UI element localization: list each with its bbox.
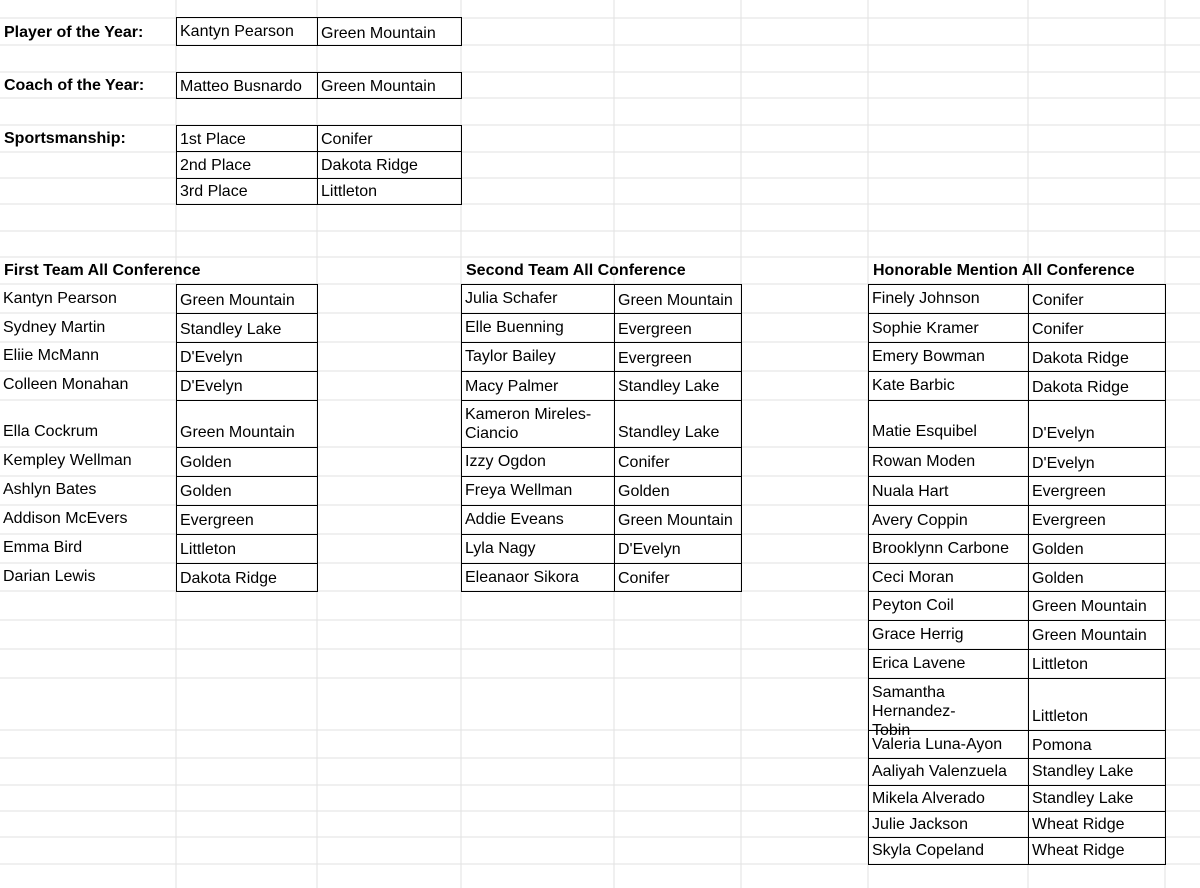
honorable-school[interactable]: D'Evelyn bbox=[1028, 400, 1166, 448]
first-team-name[interactable]: Addison McEvers bbox=[3, 510, 128, 527]
honorable-school[interactable]: Golden bbox=[1028, 563, 1166, 592]
honorable-school[interactable]: Green Mountain bbox=[1028, 591, 1166, 621]
honorable-school[interactable]: Pomona bbox=[1028, 730, 1166, 759]
honorable-name[interactable]: Aaliyah Valenzuela bbox=[868, 758, 1029, 786]
second-team-name[interactable]: Kameron Mireles-Ciancio bbox=[461, 400, 615, 448]
honorable-name[interactable]: Ceci Moran bbox=[868, 563, 1029, 592]
first-team-name[interactable]: Ella Cockrum bbox=[3, 423, 99, 440]
honorable-name[interactable]: Kate Barbic bbox=[868, 371, 1029, 401]
second-team-name[interactable]: Izzy Ogdon bbox=[461, 447, 615, 477]
first-team-name[interactable]: Emma Bird bbox=[3, 539, 83, 556]
honorable-name[interactable]: Samantha Hernandez-Tobin bbox=[868, 678, 1029, 731]
second-team-school[interactable]: Conifer bbox=[614, 563, 742, 592]
honorable-name[interactable]: Rowan Moden bbox=[868, 447, 1029, 477]
honorable-school[interactable]: Dakota Ridge bbox=[1028, 371, 1166, 401]
first-team-school[interactable]: Standley Lake bbox=[176, 313, 318, 343]
second-team-school[interactable]: Golden bbox=[614, 476, 742, 506]
first-team-name[interactable]: Darian Lewis bbox=[3, 568, 96, 585]
honorable-name[interactable]: Valeria Luna-Ayon bbox=[868, 730, 1029, 759]
player-of-year-label: Player of the Year: bbox=[4, 24, 144, 41]
first-team-name[interactable]: Colleen Monahan bbox=[3, 376, 129, 393]
first-team-school[interactable]: Evergreen bbox=[176, 505, 318, 535]
sportsmanship-team-cell[interactable]: Conifer bbox=[317, 125, 462, 152]
second-team-name[interactable]: Addie Eveans bbox=[461, 505, 615, 535]
honorable-name[interactable]: Sophie Kramer bbox=[868, 313, 1029, 343]
player-team-cell[interactable]: Green Mountain bbox=[317, 17, 462, 46]
first-team-school[interactable]: Golden bbox=[176, 476, 318, 506]
honorable-name[interactable]: Peyton Coil bbox=[868, 591, 1029, 621]
honorable-name[interactable]: Grace Herrig bbox=[868, 620, 1029, 650]
player-name-cell[interactable]: Kantyn Pearson bbox=[176, 17, 318, 46]
second-team-school[interactable]: Green Mountain bbox=[614, 505, 742, 535]
first-team-name[interactable]: Ashlyn Bates bbox=[3, 481, 97, 498]
first-team-school[interactable]: Green Mountain bbox=[176, 284, 318, 314]
second-team-name[interactable]: Taylor Bailey bbox=[461, 342, 615, 372]
first-team-name[interactable]: Kantyn Pearson bbox=[3, 290, 117, 307]
sportsmanship-team-cell[interactable]: Dakota Ridge bbox=[317, 151, 462, 179]
honorable-school[interactable]: Littleton bbox=[1028, 649, 1166, 679]
sportsmanship-label: Sportsmanship: bbox=[4, 130, 126, 147]
honorable-title: Honorable Mention All Conference bbox=[873, 262, 1135, 279]
sportsmanship-place-cell[interactable]: 2nd Place bbox=[176, 151, 318, 179]
honorable-name[interactable]: Avery Coppin bbox=[868, 505, 1029, 535]
sportsmanship-team-cell[interactable]: Littleton bbox=[317, 178, 462, 205]
honorable-name[interactable]: Brooklynn Carbone bbox=[868, 534, 1029, 564]
first-team-school[interactable]: Golden bbox=[176, 447, 318, 477]
second-team-school[interactable]: Standley Lake bbox=[614, 371, 742, 401]
honorable-name[interactable]: Finely Johnson bbox=[868, 284, 1029, 314]
honorable-name[interactable]: Nuala Hart bbox=[868, 476, 1029, 506]
honorable-school[interactable]: D'Evelyn bbox=[1028, 447, 1166, 477]
second-team-school[interactable]: Evergreen bbox=[614, 342, 742, 372]
sportsmanship-place-cell[interactable]: 3rd Place bbox=[176, 178, 318, 205]
second-team-school[interactable]: Evergreen bbox=[614, 313, 742, 343]
honorable-name[interactable]: Emery Bowman bbox=[868, 342, 1029, 372]
honorable-name[interactable]: Erica Lavene bbox=[868, 649, 1029, 679]
honorable-name[interactable]: Skyla Copeland bbox=[868, 837, 1029, 865]
second-team-name[interactable]: Julia Schafer bbox=[461, 284, 615, 314]
second-team-name[interactable]: Macy Palmer bbox=[461, 371, 615, 401]
honorable-school[interactable]: Golden bbox=[1028, 534, 1166, 564]
first-team-school[interactable]: Littleton bbox=[176, 534, 318, 564]
second-team-name[interactable]: Lyla Nagy bbox=[461, 534, 615, 564]
honorable-school[interactable]: Green Mountain bbox=[1028, 620, 1166, 650]
honorable-school[interactable]: Conifer bbox=[1028, 284, 1166, 314]
first-team-name[interactable]: Sydney Martin bbox=[3, 319, 106, 336]
honorable-school[interactable]: Evergreen bbox=[1028, 505, 1166, 535]
honorable-school[interactable]: Littleton bbox=[1028, 678, 1166, 731]
honorable-school[interactable]: Standley Lake bbox=[1028, 785, 1166, 812]
honorable-school[interactable]: Standley Lake bbox=[1028, 758, 1166, 786]
first-team-name[interactable]: Eliie McMann bbox=[3, 347, 100, 364]
honorable-school[interactable]: Wheat Ridge bbox=[1028, 837, 1166, 865]
second-team-title: Second Team All Conference bbox=[466, 262, 686, 279]
first-team-school[interactable]: D'Evelyn bbox=[176, 342, 318, 372]
honorable-name[interactable]: Julie Jackson bbox=[868, 811, 1029, 838]
first-team-school[interactable]: D'Evelyn bbox=[176, 371, 318, 401]
honorable-school[interactable]: Wheat Ridge bbox=[1028, 811, 1166, 838]
second-team-school[interactable]: Green Mountain bbox=[614, 284, 742, 314]
honorable-school[interactable]: Conifer bbox=[1028, 313, 1166, 343]
coach-name-cell[interactable]: Matteo Busnardo bbox=[176, 72, 318, 99]
first-team-title: First Team All Conference bbox=[4, 262, 201, 279]
honorable-name[interactable]: Mikela Alverado bbox=[868, 785, 1029, 812]
honorable-school[interactable]: Evergreen bbox=[1028, 476, 1166, 506]
second-team-school[interactable]: D'Evelyn bbox=[614, 534, 742, 564]
second-team-school[interactable]: Conifer bbox=[614, 447, 742, 477]
coach-team-cell[interactable]: Green Mountain bbox=[317, 72, 462, 99]
coach-of-year-label: Coach of the Year: bbox=[4, 77, 145, 94]
second-team-name[interactable]: Eleanaor Sikora bbox=[461, 563, 615, 592]
second-team-school[interactable]: Standley Lake bbox=[614, 400, 742, 448]
honorable-name[interactable]: Matie Esquibel bbox=[868, 400, 1029, 448]
first-team-school[interactable]: Green Mountain bbox=[176, 400, 318, 448]
sportsmanship-place-cell[interactable]: 1st Place bbox=[176, 125, 318, 152]
second-team-name[interactable]: Elle Buenning bbox=[461, 313, 615, 343]
second-team-name[interactable]: Freya Wellman bbox=[461, 476, 615, 506]
first-team-school[interactable]: Dakota Ridge bbox=[176, 563, 318, 592]
honorable-school[interactable]: Dakota Ridge bbox=[1028, 342, 1166, 372]
first-team-name[interactable]: Kempley Wellman bbox=[3, 452, 132, 469]
